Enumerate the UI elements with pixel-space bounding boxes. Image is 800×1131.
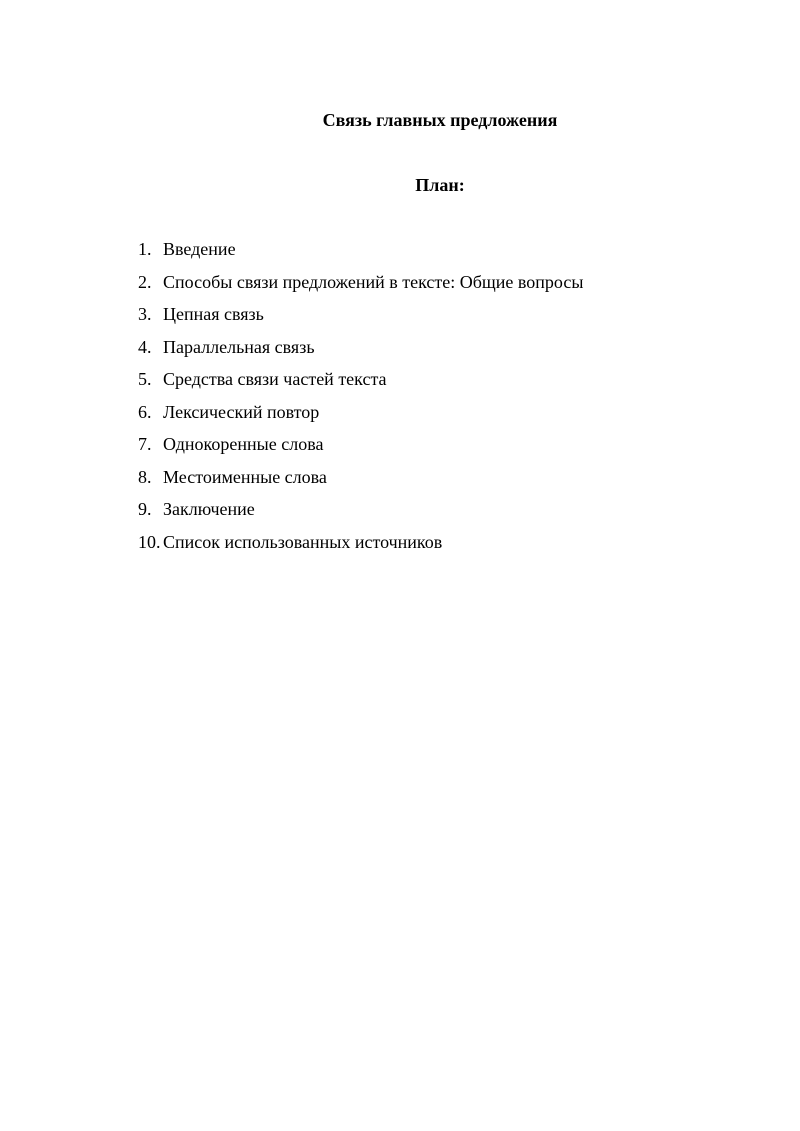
plan-item-text: Заключение <box>163 499 255 519</box>
plan-item <box>138 270 738 303</box>
plan-item <box>138 237 738 270</box>
plan-item <box>138 465 738 498</box>
plan-item-number: 5. <box>138 369 152 389</box>
plan-item <box>138 400 738 433</box>
plan-item-text: Средства связи частей текста <box>163 369 387 389</box>
plan-item-number: 4. <box>138 336 152 357</box>
plan-item <box>138 367 738 400</box>
plan-list <box>138 237 738 562</box>
plan-item-text: Параллельная связь <box>163 336 315 357</box>
document-title: Связь главных предложения <box>322 110 558 130</box>
plan-item-number: 7. <box>138 434 152 454</box>
plan-item <box>138 335 738 368</box>
plan-item <box>138 497 738 530</box>
plan-item-number: 2. <box>138 271 152 292</box>
plan-item <box>138 530 738 563</box>
plan-item-text: Лексический повтор <box>163 401 320 422</box>
plan-item-text: Местоименные слова <box>163 466 327 487</box>
plan-item-number: 3. <box>138 304 152 324</box>
plan-heading: План: <box>415 175 465 195</box>
plan-item-text: Введение <box>163 239 236 259</box>
plan-item-number: 6. <box>138 401 152 422</box>
plan-item-number: 9. <box>138 499 152 519</box>
plan-item-number: 1. <box>138 239 152 259</box>
plan-item-text: Цепная связь <box>163 304 264 324</box>
plan-item <box>138 302 738 335</box>
plan-item-text: Способы связи предложений в тексте: Общие вопросы <box>163 271 584 292</box>
plan-item-text: Список использованных источников <box>163 531 443 552</box>
plan-item-number: 8. <box>138 466 152 487</box>
plan-item-text: Однокоренные слова <box>163 434 324 454</box>
plan-item <box>138 432 738 465</box>
plan-item-number: 10. <box>138 531 161 552</box>
